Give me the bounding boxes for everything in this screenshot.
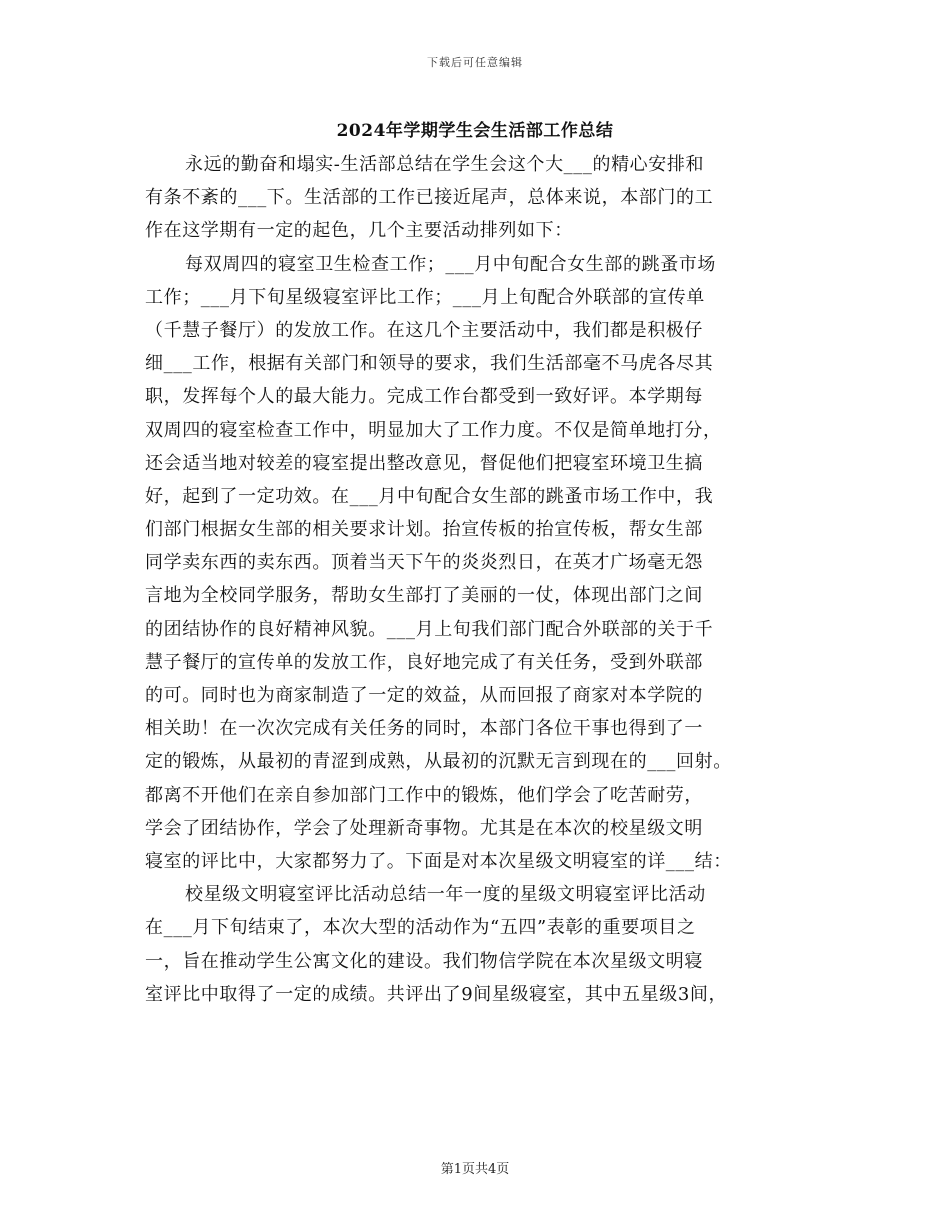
paragraph-line: 双周四的寝室检查工作中，明显加大了工作力度。不仅是简单地打分，	[145, 419, 722, 441]
document-title: 2024年学期学生会生活部工作总结	[336, 121, 614, 141]
paragraph-line: 一，旨在推动学生公寓文化的建设。我们物信学院在本次星级文明寝	[145, 950, 703, 972]
paragraph-line: 在___月下旬结束了，本次大型的活动作为“五四”表彰的重要项目之	[145, 917, 696, 939]
paragraph-line: 有条不紊的___下。生活部的工作已接近尾声，总体来说，本部门的工	[145, 187, 714, 209]
paragraph-line: 永远的勤奋和塌实-生活部总结在学生会这个大___的精心安排和	[185, 154, 705, 175]
paragraph-line: 校星级文明寝室评比活动总结一年一度的星级文明寝室评比活动	[185, 884, 706, 906]
paragraph-line: 职，发挥每个人的最大能力。完成工作台都受到一致好评。本学期每	[145, 386, 703, 408]
paragraph-line: 言地为全校同学服务，帮助女生部打了美丽的一仗，体现出部门之间	[145, 585, 703, 607]
paragraph-line: 定的锻炼，从最初的青涩到成熟，从最初的沉默无言到现在的___回射。	[145, 751, 732, 773]
paragraph-line: 每双周四的寝室卫生检查工作；___月中旬配合女生部的跳蚤市场	[185, 253, 716, 275]
paragraph-line: 寝室的评比中，大家都努力了。下面是对本次星级文明寝室的详___结：	[145, 850, 732, 872]
paragraph-line: 学会了团结协作，学会了处理新奇事物。尤其是在本次的校星级文明	[145, 817, 703, 839]
paragraph-line: （千慧子餐厅）的发放工作。在这几个主要活动中，我们都是积极仔	[145, 319, 703, 341]
paragraph-line: 的可。同时也为商家制造了一定的效益，从而回报了商家对本学院的	[145, 685, 703, 706]
paragraph-line: 好，起到了一定功效。在___月中旬配合女生部的跳蚤市场工作中，我	[145, 485, 714, 507]
page-header-note: 下载后可任意编辑	[427, 56, 523, 69]
page-footer: 第1页共4页	[440, 1162, 510, 1177]
paragraph-line: 们部门根据女生部的相关要求计划。抬宣传板的抬宣传板，帮女生部	[145, 519, 703, 541]
paragraph-line: 都离不开他们在亲自参加部门工作中的锻炼，他们学会了吃苦耐劳，	[145, 784, 703, 806]
paragraph-line: 室评比中取得了一定的成绩。共评出了9间星级寝室，其中五星级3间，	[145, 983, 728, 1005]
paragraph-line: 慧子餐厅的宣传单的发放工作，良好地完成了有关任务，受到外联部	[145, 651, 703, 673]
document-body	[145, 148, 810, 1011]
paragraph-line: 的团结协作的良好精神风貌。___月上旬我们部门配合外联部的关于千	[145, 618, 714, 640]
paragraph-line: 细___工作，根据有关部门和领导的要求，我们生活部毫不马虎各尽其	[145, 353, 714, 375]
paragraph-line: 还会适当地对较差的寝室提出整改意见，督促他们把寝室环境卫生搞	[145, 452, 703, 474]
paragraph-line: 作在这学期有一定的起色，几个主要活动排列如下：	[145, 220, 573, 242]
paragraph-line: 工作；___月下旬星级寝室评比工作；___月上旬配合外联部的宣传单	[145, 286, 705, 308]
paragraph-line: 同学卖东西的卖东西。顶着当天下午的炎炎烈日，在英才广场毫无怨	[145, 552, 703, 574]
paragraph-line: 相关助！在一次次完成有关任务的同时，本部门各位干事也得到了一	[145, 718, 703, 740]
